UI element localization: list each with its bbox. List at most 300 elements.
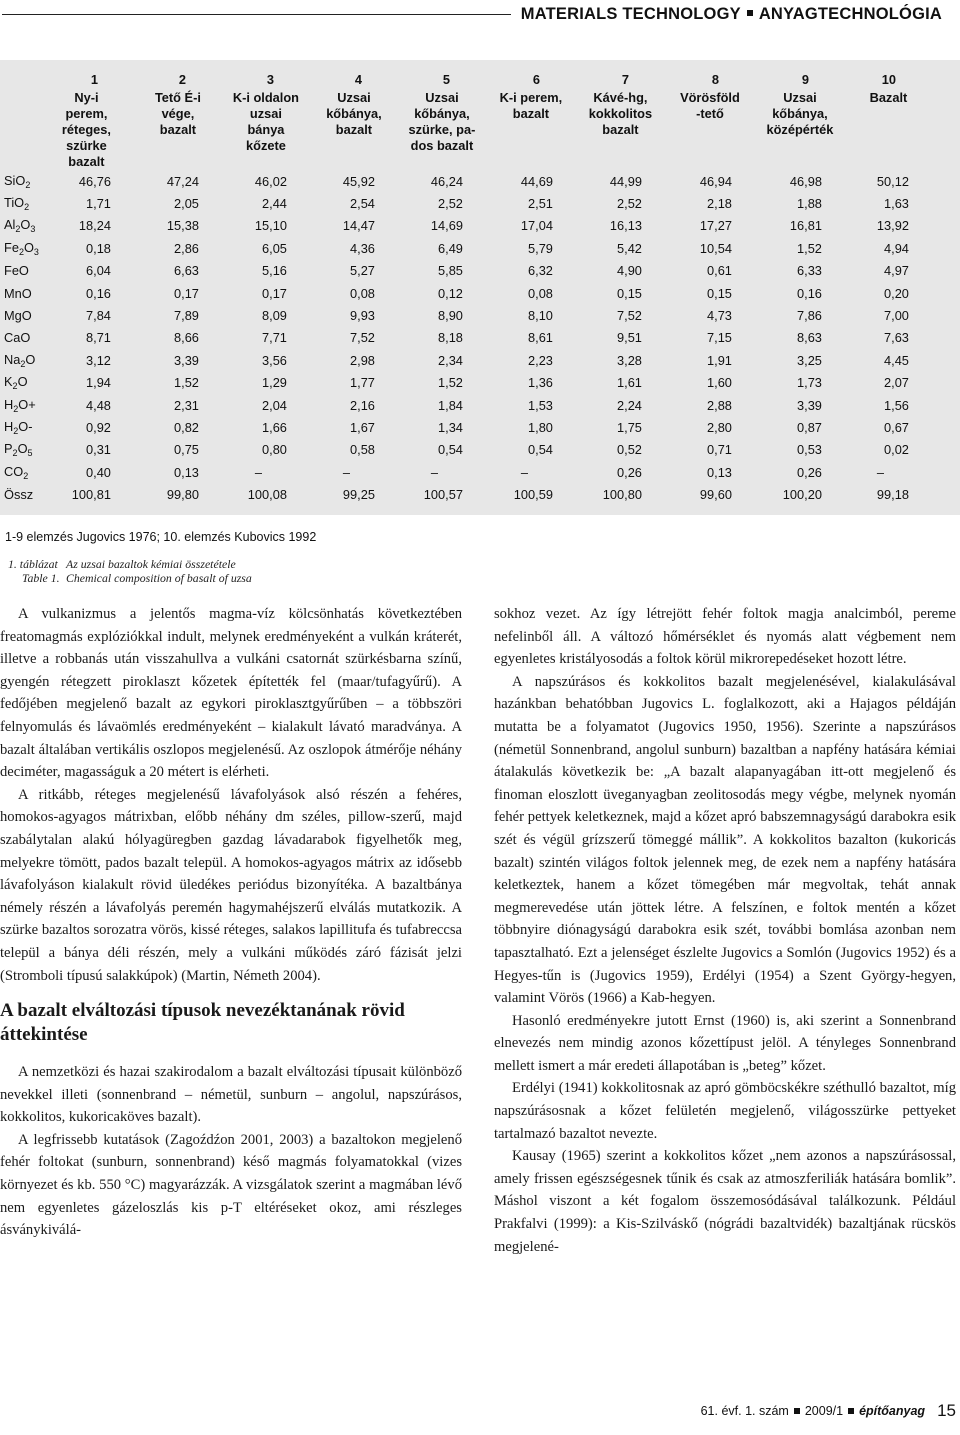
oxide-formula-subscript: 2 — [13, 425, 19, 436]
table-row — [0, 170, 932, 192]
table-cell: 9,93 — [350, 308, 375, 324]
footer-volume: 61. évf. 1. szám — [700, 1404, 789, 1418]
oxide-formula-subscript: 2 — [13, 403, 19, 414]
footer-brand: építőanyag — [859, 1404, 926, 1418]
table-cell: 2,24 — [617, 397, 642, 413]
table-cell: 46,76 — [78, 173, 111, 189]
column-header-line: Tető É-i — [154, 90, 201, 105]
left-column — [0, 603, 462, 1242]
table-cell: 0,17 — [174, 285, 199, 301]
table-cell: 5,27 — [350, 263, 375, 279]
column-header-line: bazalt — [68, 154, 105, 169]
table-cell: 14,69 — [430, 218, 463, 234]
table-cell: 14,47 — [342, 218, 375, 234]
oxide-label — [0, 461, 39, 483]
oxide-label — [0, 304, 39, 326]
right-column — [494, 603, 956, 1258]
column-header-line: vége, — [161, 106, 195, 121]
table-cell: 6,49 — [438, 240, 463, 256]
column-header — [310, 90, 398, 170]
table-cell: 13,92 — [876, 218, 909, 234]
table-cell: 0,17 — [262, 285, 287, 301]
table-cell: 6,04 — [86, 263, 111, 279]
paragraph: A ritkább, réteges megjelenésű lávafolyások alsó részén a fehéres, homokos-agyagos mátrixban, előbb néhány dm széles, pillow-szerű, majd szabálytalan alakú hólyagüregben gazdag lávadarabok figyelhetők meg, melyekre tömött, pados bazalt települ. A homokos-agyagos mátrix az idősebb lávafolyáson kialakult rövid üledékes periódus bizonyítéka. A bazaltbánya némely részén a lávafolyás peremén hagymahéjszerű elválás mutatkozik. A szürke bazaltos sorozatra vörös, kissé réteges, salakos lapillitufa és tufabreccsa települ a bánya déli részén, mely a vulkáni működés záró fázisát jelzi (Stromboli típusú salakkúpok) (Martin, Németh 2004). — [0, 786, 462, 984]
table-cell: 1,88 — [797, 196, 822, 212]
table-row — [0, 372, 932, 394]
table-row — [0, 327, 932, 349]
paragraph: sokhoz vezet. Az így létrejött fehér foltok magja analcimból, pereme nefelinből áll. A változó hőmérséklet és nyomás alatt végbement nem egyenletes kristályosodás a foltok körül mikrorepedéseket hozott létre. — [494, 606, 956, 668]
table-cell: 2,86 — [174, 240, 199, 256]
table-cell: – — [520, 464, 528, 480]
table-cell: 2,52 — [438, 196, 463, 212]
table-cell: – — [254, 464, 262, 480]
table-cell: 2,31 — [174, 397, 199, 413]
table-cell: 3,12 — [86, 352, 111, 368]
table-cell: 0,26 — [617, 464, 642, 480]
oxide-formula-subscript: 2 — [12, 448, 18, 459]
column-header-line: szürke — [66, 138, 107, 153]
column-header — [398, 90, 486, 170]
table-cell: 100,59 — [513, 487, 553, 503]
column-header — [486, 90, 576, 170]
caption-hu-text: Az uzsai bazaltok kémiai összetétele — [66, 557, 236, 571]
column-header — [134, 90, 222, 170]
table-cell: 2,51 — [528, 196, 553, 212]
table-cell: – — [342, 464, 350, 480]
table-cell: 2,07 — [884, 375, 909, 391]
column-header-line: bazalt — [335, 122, 373, 137]
table-cell: 10,54 — [699, 240, 732, 256]
oxide-label — [0, 349, 39, 371]
table-cell: 1,71 — [86, 196, 111, 212]
table-cell: 100,20 — [782, 487, 822, 503]
table-cell: 6,63 — [174, 263, 199, 279]
table-cell: 2,34 — [438, 352, 463, 368]
table-cell: 1,60 — [707, 375, 732, 391]
table-cell: 1,67 — [350, 419, 375, 435]
column-number-row — [0, 68, 932, 90]
oxide-formula-main: MnO — [4, 285, 32, 301]
table-cell: 100,08 — [247, 487, 287, 503]
table-cell: 1,52 — [174, 375, 199, 391]
column-header-line: kőbánya, — [326, 106, 382, 121]
table-cell: 5,79 — [528, 240, 553, 256]
column-header-line: dos bazalt — [410, 138, 474, 153]
table-cell: 1,63 — [884, 196, 909, 212]
table-cell: 1,73 — [797, 375, 822, 391]
column-header — [845, 90, 932, 170]
table-cell: 0,71 — [707, 442, 732, 458]
oxide-formula-tail: O — [25, 351, 36, 367]
column-number: 7 — [621, 71, 629, 87]
oxide-formula-tail: O — [20, 217, 31, 233]
table-cell: 0,58 — [350, 442, 375, 458]
table-cell: 100,57 — [423, 487, 463, 503]
section-title — [521, 5, 942, 24]
table-cell: 0,08 — [350, 285, 375, 301]
oxide-label — [0, 215, 39, 237]
oxide-formula-main: MgO — [4, 308, 32, 324]
table-cell: 0,52 — [617, 442, 642, 458]
column-header-line: bazalt — [159, 122, 197, 137]
table-cell: 4,48 — [86, 397, 111, 413]
table-cell: 0,54 — [438, 442, 463, 458]
column-number: 4 — [354, 71, 362, 87]
table-cell: 4,94 — [884, 240, 909, 256]
table-cell: 2,88 — [707, 397, 732, 413]
table-cell: 0,75 — [174, 442, 199, 458]
table-cell: 2,54 — [350, 196, 375, 212]
caption-hu-number: 1. táblázat — [8, 557, 58, 571]
chemical-composition-table — [0, 68, 932, 506]
column-header-line: Vörösföld — [680, 90, 740, 105]
table-cell: 0,13 — [707, 464, 732, 480]
column-header-line: kőbánya, — [414, 106, 470, 121]
table-cell: 2,16 — [350, 397, 375, 413]
table-row — [0, 282, 932, 304]
paragraph: Erdélyi (1941) kokkolitosnak az apró gömböcskékre széthulló bazaltot, míg napszúrásosnak a kőzet felületén megjelenő, világosszürke pettyeket tartalmazó bazaltot nevezte. — [494, 1080, 956, 1142]
table-cell: 100,81 — [71, 487, 111, 503]
oxide-formula-tail: O — [23, 239, 34, 255]
table-cell: 8,63 — [797, 330, 822, 346]
table-cell: 4,45 — [884, 352, 909, 368]
table-cell: 0,67 — [884, 419, 909, 435]
oxide-label — [0, 260, 39, 282]
table-cell: 17,04 — [520, 218, 553, 234]
table-cell: 1,61 — [617, 375, 642, 391]
column-header-line: uzsai — [249, 106, 282, 121]
column-header-line: bánya — [247, 122, 285, 137]
table-row — [0, 461, 932, 483]
column-header-line: K-i perem, — [499, 90, 563, 105]
table-cell: 6,32 — [528, 263, 553, 279]
oxide-formula-main: H — [4, 418, 14, 434]
column-header-line: bazalt — [602, 122, 639, 137]
table-cell: 0,53 — [797, 442, 822, 458]
column-header-line: bazalt — [512, 106, 550, 121]
column-number: 6 — [532, 71, 540, 87]
oxide-label — [0, 394, 39, 416]
table-row — [0, 394, 932, 416]
table-cell: 0,82 — [174, 419, 199, 435]
paragraph: A vulkanizmus a jelentős magma-víz kölcsönhatás következtében freatomagmás explóziókkal indult, melynek eredményeként a vulkán kráterét, illetve a robbanás után visszahullva a vulkáni csatornát szürkésbarna színű, gyengén rétegzett piroklaszt kőzetek építették fel (maar/tufagyűrű). A fedőjében megjelenő bazalt az egykori piroklasztgyűrűben – a többszöri felnyomulás és lávaömlés eredményeként – kialakult lávató maradványa. A bazalt általában vertikális oszlopos megjelenésű. Az oszlopok átmérője néhány deciméter, magasságuk a 20 métert is elérheti. — [0, 606, 462, 781]
table-cell: 7,00 — [884, 308, 909, 324]
paragraph: Hasonló eredményekre jutott Ernst (1960) is, aki szerint a Sonnenbrand elnevezés nem mindig azonos kőzettípust jelöl. A tényleges Sonnenbrand mellett ismert a már eredeti állapotában is „beteg” kőzet. — [494, 1012, 956, 1074]
table-cell: 0,16 — [797, 285, 822, 301]
table-cell: 100,80 — [602, 487, 642, 503]
table-footnote: 1-9 elemzés Jugovics 1976; 10. elemzés Kubovics 1992 — [5, 530, 317, 544]
oxide-formula-main: Al — [4, 217, 16, 233]
table-cell: 7,71 — [262, 330, 287, 346]
table-caption — [8, 557, 252, 585]
oxide-formula-subscript: 2 — [20, 358, 26, 369]
column-number: 2 — [178, 71, 186, 87]
column-header-line: Uzsai — [337, 90, 371, 105]
caption-en — [8, 571, 252, 585]
table-cell: 46,24 — [430, 173, 463, 189]
table-cell: 0,40 — [86, 464, 111, 480]
table-cell: 4,97 — [884, 263, 909, 279]
table-cell: 5,16 — [262, 263, 287, 279]
table-cell: 47,24 — [166, 173, 199, 189]
table-cell: – — [430, 464, 438, 480]
table-cell: – — [876, 464, 884, 480]
table-cell: 0,02 — [884, 442, 909, 458]
table-cell: 1,80 — [528, 419, 553, 435]
table-cell: 0,13 — [174, 464, 199, 480]
table-cell: 2,04 — [262, 397, 287, 413]
table-cell: 1,36 — [528, 375, 553, 391]
table-cell: 17,27 — [699, 218, 732, 234]
oxide-formula-subscript: 3 — [30, 224, 36, 235]
table-cell: 7,84 — [86, 308, 111, 324]
paragraph: A legfrissebb kutatások (Zagoźdźon 2001, 2003) a bazaltokon megjelenő fehér foltokat (sunburn, sonnenbrand) késő magmás folyamatokkal (vizes környezet és kb. 550 °C) magyarázzák. A vizsgálatok szerint a magmában lévő nem egyenletes gázeloszlás kis p-T eltéréseket okoz, ami részleges ásványkiválá- — [0, 1131, 462, 1239]
column-header-line: Bazalt — [869, 90, 908, 105]
table-cell: 0,12 — [438, 285, 463, 301]
table-cell: 5,85 — [438, 263, 463, 279]
table-cell: 0,61 — [707, 263, 732, 279]
section-heading: A bazalt elváltozási típusok nevezéktanának rövid áttekintése — [0, 1000, 405, 1046]
table-cell: 2,05 — [174, 196, 199, 212]
table-cell: 8,61 — [528, 330, 553, 346]
caption-en-text: Chemical composition of basalt of uzsa — [66, 571, 252, 585]
column-header-line: kőbánya, — [772, 106, 828, 121]
oxide-label — [0, 237, 39, 259]
table-cell: 0,54 — [528, 442, 553, 458]
paragraph: Kausay (1965) szerint a kokkolitos kőzet „nem azonos a napszúrásossal, amely frissen egészségesnek tűnik és csak az atmoszferiliák hatására bomlik”. Máshol viszont a két fogalom összemosódásával találkozunk. Például Prakfalvi (1999): a Kis-Szilváskő (nógrádi bazaltvidék) bazaltjának rücskös megjelené- — [494, 1148, 956, 1255]
table-cell: 7,89 — [174, 308, 199, 324]
bullet-icon — [747, 10, 753, 16]
caption-en-number: Table 1. — [22, 571, 60, 585]
table-row — [0, 483, 932, 505]
table-row — [0, 237, 932, 259]
table-cell: 15,38 — [166, 218, 199, 234]
table-row — [0, 215, 932, 237]
bullet-icon — [848, 1408, 854, 1414]
table-cell: 5,42 — [617, 240, 642, 256]
table-cell: 0,15 — [707, 285, 732, 301]
corner-cell — [0, 90, 39, 170]
table-cell: 1,94 — [86, 375, 111, 391]
table-cell: 46,94 — [699, 173, 732, 189]
oxide-formula-main: Na — [4, 351, 21, 367]
oxide-formula-tail: O — [17, 374, 28, 390]
table-row — [0, 192, 932, 214]
table-cell: 1,91 — [707, 352, 732, 368]
table-cell: 8,71 — [86, 330, 111, 346]
table-cell: 0,08 — [528, 285, 553, 301]
table-cell: 4,90 — [617, 263, 642, 279]
table-cell: 4,73 — [707, 308, 732, 324]
section-title-en: MATERIALS TECHNOLOGY — [520, 4, 741, 23]
paragraph: A napszúrásos és kokkolitos bazalt megjelenésével, kialakulásával hazánkban behatóbban Jugovics L. foglalkozott, aki a Hajagos példáján mutatta be a folyamatot (Jugovics 1950, 1956). Szerinte a napszúrásos (németül Sonnenbrand, angolul sunburn) bazaltban a napfény hatására kémiai átalakulás következik be: „A bazalt alapanyagában itt-ott megjelenő és finoman eloszlott üveganyagban zeolitosodás megy végbe, melynek nyomán fehér pettyek keletkeznek, majd a kőzet apró babszemnagyságú darabokra esik szét és végül grízszerű tömeggé mállik”. A kokkolitos bazalton (kukoricás bazalt) szintén világos foltok jelennek meg, de ezek nem a napfény hatására keletkeztek, hanem a kőzet tömegében már megvoltak, tehát annak megmerevedése után jöttek létre. A felszínen, e foltok mentén a kőzet többnyire diónagyságú darabokra esik szét, további bomlása azonban nem tapasztalható. Ezt a jelenséget észlelte Jugovics a Somlón (Jugovics 1952) és a Hegyes-tűn is (Jugovics 1959), Erdélyi (1954) a Szent György-hegyen, valamint Vörös (1966) a Kab-hegyen. — [494, 673, 956, 1007]
header-bar — [0, 0, 960, 28]
table-cell: 99,25 — [342, 487, 375, 503]
table-cell: 6,05 — [262, 240, 287, 256]
table-cell: 99,60 — [699, 487, 732, 503]
table-cell: 46,98 — [789, 173, 822, 189]
oxide-label — [0, 483, 39, 505]
table-row — [0, 260, 932, 282]
table-cell: 0,16 — [86, 285, 111, 301]
table-cell: 0,92 — [86, 419, 111, 435]
table-cell: 1,75 — [617, 419, 642, 435]
table-cell: 4,36 — [350, 240, 375, 256]
column-header — [576, 90, 665, 170]
table-row — [0, 416, 932, 438]
column-header-line: kőzete — [246, 138, 286, 153]
oxide-label — [0, 282, 39, 304]
oxide-label — [0, 416, 39, 438]
table-cell: 6,33 — [797, 263, 822, 279]
caption-hu — [8, 557, 252, 571]
column-header-line: kokkolitos — [588, 106, 653, 121]
table-row — [0, 304, 932, 326]
column-header — [755, 90, 845, 170]
table-cell: 1,56 — [884, 397, 909, 413]
oxide-formula-main: FeO — [4, 263, 29, 279]
table-cell: 0,20 — [884, 285, 909, 301]
table-cell: 3,28 — [617, 352, 642, 368]
corner-cell — [0, 68, 39, 90]
table-cell: 8,10 — [528, 308, 553, 324]
table-cell: 16,81 — [789, 218, 822, 234]
section-title-hu: ANYAGTECHNOLÓGIA — [758, 4, 942, 23]
oxide-formula-main: CO — [4, 463, 24, 479]
table-row — [0, 439, 932, 461]
column-header — [222, 90, 310, 170]
oxide-formula-subscript: 3 — [33, 246, 39, 257]
table-cell: 44,99 — [609, 173, 642, 189]
oxide-formula-main: K — [4, 374, 13, 390]
table-cell: 9,51 — [617, 330, 642, 346]
bullet-icon — [794, 1408, 800, 1414]
table-cell: 2,23 — [528, 352, 553, 368]
table-cell: 7,52 — [617, 308, 642, 324]
oxide-formula-subscript: 2 — [23, 470, 29, 481]
table-cell: 0,87 — [797, 419, 822, 435]
oxide-formula-main: Fe — [4, 239, 19, 255]
header-rule — [2, 14, 511, 15]
table-cell: 44,69 — [520, 173, 553, 189]
table-cell: 0,26 — [797, 464, 822, 480]
column-header-line: Uzsai — [783, 90, 817, 105]
column-header-row — [0, 90, 932, 170]
table-cell: 2,18 — [707, 196, 732, 212]
column-header-line: szürke, pa- — [408, 122, 476, 137]
column-header-line: Ny-i — [74, 90, 99, 105]
column-number: 9 — [801, 71, 809, 87]
table-cell: 8,09 — [262, 308, 287, 324]
table-cell: 18,24 — [78, 218, 111, 234]
table-cell: 16,13 — [609, 218, 642, 234]
oxide-formula-tail: O — [17, 441, 28, 457]
oxide-formula-subscript: 2 — [18, 246, 24, 257]
table-cell: 2,52 — [617, 196, 642, 212]
table-cell: 45,92 — [342, 173, 375, 189]
table-cell: 1,77 — [350, 375, 375, 391]
column-header-line: perem, — [65, 106, 108, 121]
table-cell: 7,15 — [707, 330, 732, 346]
oxide-formula-subscript: 2 — [12, 381, 18, 392]
table-cell: 2,44 — [262, 196, 287, 212]
table-cell: 7,52 — [350, 330, 375, 346]
table-cell: 3,25 — [797, 352, 822, 368]
oxide-formula-main: P — [4, 441, 13, 457]
table-cell: 1,52 — [797, 240, 822, 256]
oxide-formula-main: H — [4, 396, 14, 412]
oxide-label — [0, 192, 39, 214]
table-cell: 1,66 — [262, 419, 287, 435]
paragraph: A nemzetközi és hazai szakirodalom a bazalt elváltozási típusait különböző nevekkel illeti (sonnenbrand – németül, sunburn – angolul, napszúrásos, kokkolitos, kukoricaköves bazalt). — [0, 1064, 462, 1126]
oxide-formula-main: SiO — [4, 172, 26, 188]
column-number: 3 — [266, 71, 274, 87]
column-number: 10 — [881, 71, 896, 87]
column-header-line: Uzsai — [425, 90, 459, 105]
footer-issue: 2009/1 — [804, 1404, 844, 1418]
table-cell: 99,80 — [166, 487, 199, 503]
table-cell: 7,63 — [884, 330, 909, 346]
table-cell: 1,29 — [262, 375, 287, 391]
table-cell: 3,56 — [262, 352, 287, 368]
column-header-line: -tető — [696, 106, 724, 121]
column-number: 5 — [442, 71, 450, 87]
oxide-formula-subscript: 5 — [27, 448, 33, 459]
oxide-formula-tail: O+ — [18, 396, 36, 412]
table-cell: 8,66 — [174, 330, 199, 346]
table-cell: 1,84 — [438, 397, 463, 413]
oxide-label — [0, 372, 39, 394]
table-cell: 0,18 — [86, 240, 111, 256]
table-cell: 7,86 — [797, 308, 822, 324]
oxide-label — [0, 170, 39, 192]
table-cell: 15,10 — [254, 218, 287, 234]
column-header — [665, 90, 755, 170]
table-cell: 99,18 — [876, 487, 909, 503]
page-footer — [701, 1401, 956, 1421]
table-cell: 0,15 — [617, 285, 642, 301]
oxide-formula-subscript: 2 — [25, 179, 31, 190]
table-cell: 2,80 — [707, 419, 732, 435]
table-cell: 3,39 — [174, 352, 199, 368]
table-cell: 0,80 — [262, 442, 287, 458]
page-number: 15 — [937, 1401, 956, 1420]
oxide-formula-tail: O- — [18, 418, 33, 434]
table-cell: 1,34 — [438, 419, 463, 435]
oxide-label — [0, 327, 39, 349]
column-header-line: K-i oldalon — [232, 90, 299, 105]
column-number: 1 — [90, 71, 98, 87]
oxide-formula-subscript: 2 — [15, 224, 21, 235]
table-cell: 8,18 — [438, 330, 463, 346]
column-number: 8 — [711, 71, 719, 87]
oxide-formula-main: CaO — [4, 330, 31, 346]
oxide-label — [0, 439, 39, 461]
table-cell: 8,90 — [438, 308, 463, 324]
column-header-line: középérték — [766, 122, 834, 137]
column-header-line: réteges, — [61, 122, 111, 137]
table-cell: 2,98 — [350, 352, 375, 368]
table-cell: 46,02 — [254, 173, 287, 189]
chemical-table-panel — [0, 60, 960, 515]
table-cell: 1,53 — [528, 397, 553, 413]
table-row — [0, 349, 932, 371]
table-cell: 1,52 — [438, 375, 463, 391]
table-cell: 3,39 — [797, 397, 822, 413]
oxide-formula-main: TiO — [4, 195, 25, 211]
oxide-formula-subscript: 2 — [24, 202, 30, 213]
table-cell: 0,31 — [86, 442, 111, 458]
